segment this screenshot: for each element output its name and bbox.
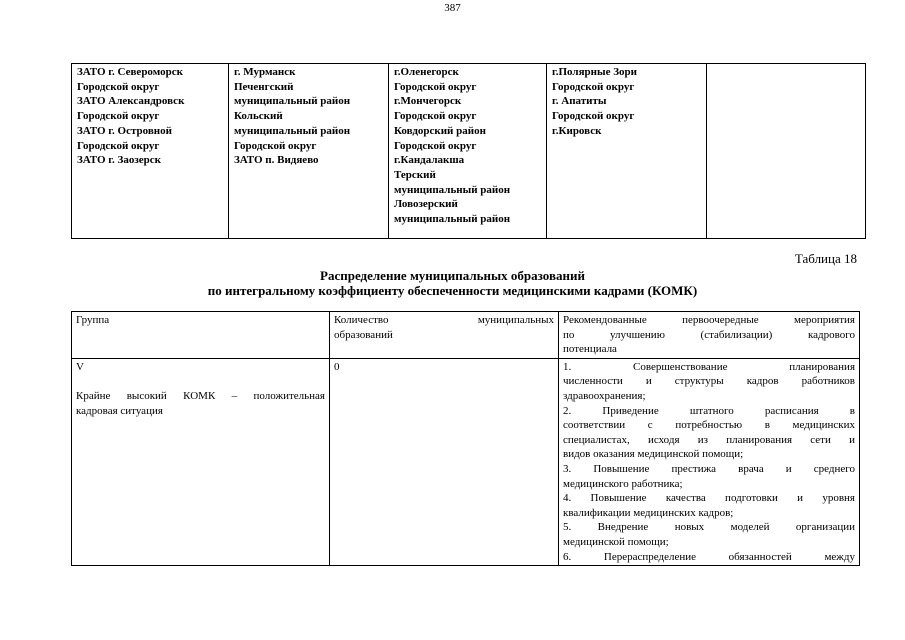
municipality-line: Терский [394,168,436,181]
municipality-line: г.Оленегорск [394,66,459,78]
municipality-line: Кольский [234,110,283,123]
municipality-line: муниципальный район [234,124,351,137]
municipality-line: Городской округ [234,139,317,152]
municipality-line: Городской округ [77,139,160,152]
municipality-line: Печенгский [234,80,294,93]
measure-line: квалификации медицинских кадров; [563,506,734,519]
municipalities-cell-3 [389,64,547,239]
municipality-line: г.Кандалакша [394,154,465,167]
municipality-line: муниципальный район [394,183,511,196]
group-cell [72,358,330,565]
municipality-line: г.Полярные Зори [552,66,637,78]
measure-line: соответствии с потребностью в медицинских [563,419,855,432]
municipalities-table [71,63,866,239]
header-group [72,312,330,359]
header-measures [559,312,860,359]
komk-distribution-table [71,311,860,566]
measure-line: 3. Повышение престижа врача и среднего [563,462,855,475]
municipality-line: Городской округ [77,80,160,93]
municipalities-cell-1 [72,64,229,239]
municipality-line: муниципальный район [234,95,351,108]
measure-line: 4. Повышение качества подготовки и уровня [563,492,855,505]
municipalities-cell-2 [229,64,389,239]
municipality-line: Городской округ [394,110,477,123]
header-group-label: Группа [76,314,110,326]
header-measures-line: по улучшению (стабилизации) кадрового [563,328,855,341]
count-cell [330,358,559,565]
measure-line: 2. Приведение штатного расписания в [563,404,855,417]
municipality-line: ЗАТО г. Заозерск [77,154,161,167]
municipality-line: ЗАТО п. Видяево [234,154,319,167]
page-number: 387 [444,2,461,14]
measure-line: 6. Перераспределение обязанностей между [563,550,855,563]
municipality-line: Городской округ [552,110,635,123]
table-caption [0,268,905,298]
municipality-line: муниципальный район [394,213,511,226]
header-count-line: образований [334,328,393,341]
table-row [72,358,860,565]
measure-line: видов оказания медицинской помощи; [563,448,744,461]
measure-line: 5. Внедрение новых моделей организации [563,521,855,534]
municipality-line: Городской округ [552,80,635,93]
group-number: V [76,360,84,373]
table-header-row [72,312,860,359]
municipality-line: ЗАТО г. Островной [77,124,172,137]
caption-line-1: Распределение муниципальных образований [320,268,585,283]
municipality-line: г.Кировск [552,124,602,137]
measure-line: здравоохранения; [563,389,646,402]
measure-line: специалистах, исходя из планирования сети и [563,433,855,446]
table-row [72,64,866,239]
header-count [330,312,559,359]
municipality-line: г. Мурманск [234,66,296,78]
caption-line-2: по интегральному коэффициенту обеспеченности медицинскими кадрами (КОМК) [207,283,698,298]
municipalities-cell-4 [547,64,707,239]
municipality-line: Ковдорский район [394,124,486,137]
header-measures-line: Рекомендованные первоочередные мероприятия [563,314,855,326]
municipalities-cell-5 [707,64,866,239]
table-number-label: Таблица 18 [794,251,857,266]
measure-line: численности и структуры кадров работников [563,375,855,388]
group-description-line: кадровая ситуация [76,404,163,417]
municipality-line: г. Апатиты [552,95,607,108]
measure-line: медицинской помощи; [563,535,669,548]
group-description-line: Крайне высокий КОМК – положительная [76,389,325,402]
municipality-line: Городской округ [77,110,160,123]
municipality-line: Городской округ [394,80,477,93]
measure-line: медицинского работника; [563,477,683,490]
municipality-line: Ловозерский [394,198,458,211]
header-measures-line: потенциала [563,343,617,356]
blank-line [76,374,325,389]
measure-line: 1. Совершенствование планирования [563,360,855,373]
count-value: 0 [334,360,340,373]
municipality-line: ЗАТО Александровск [77,95,185,108]
header-count-line: Количество муниципальных [334,314,554,326]
measures-cell [559,358,860,565]
municipality-line: ЗАТО г. Североморск [77,66,183,78]
municipality-line: г.Мончегорск [394,95,462,108]
municipality-line: Городской округ [394,139,477,152]
